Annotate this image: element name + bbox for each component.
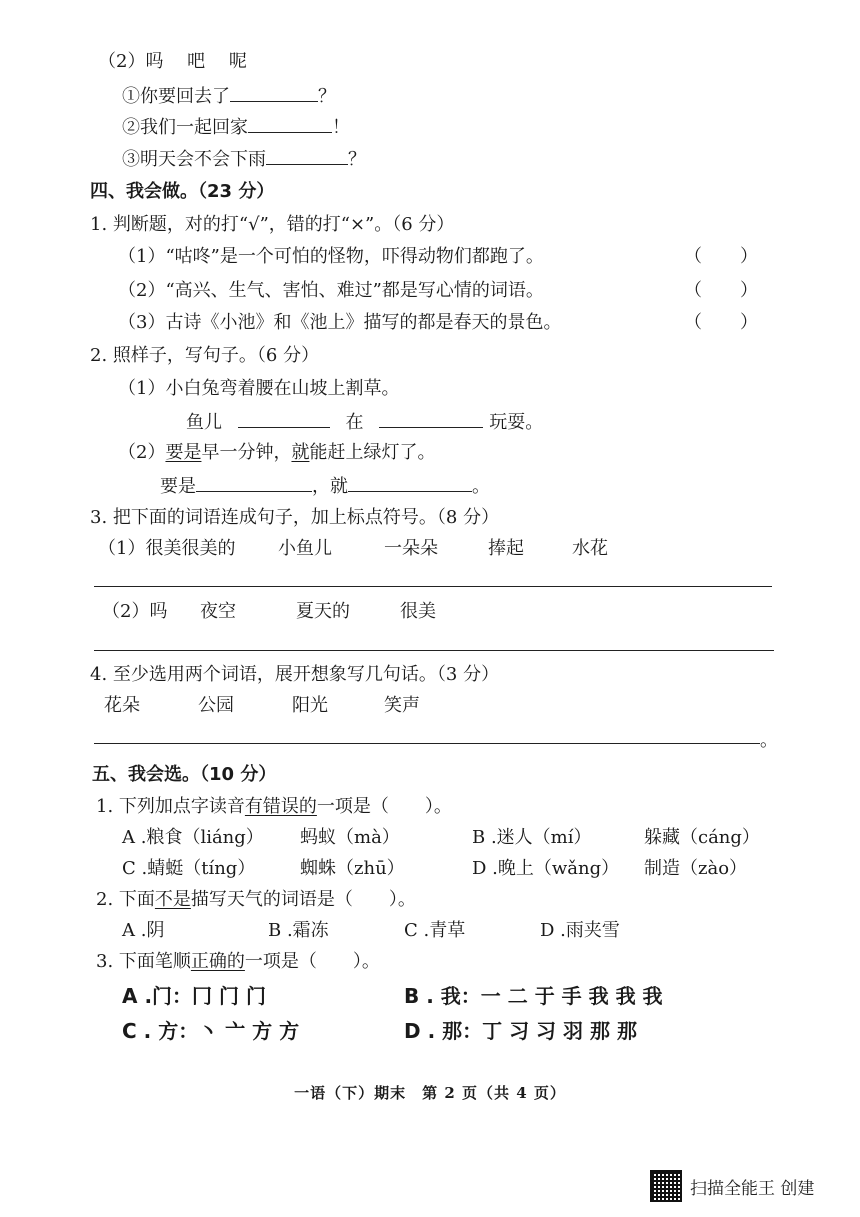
word: 公园 [198, 695, 234, 716]
sec5-q2-opts [122, 919, 620, 943]
sec4-q3-row1 [98, 537, 608, 561]
option-a[interactable]: A .粮食（liáng） [122, 827, 264, 848]
fill2-a: 要是 [160, 476, 196, 497]
sec5-q3-option-b[interactable]: B . 我：一 二 于 手 我 我 我 [404, 984, 663, 1008]
fill1-a: 鱼儿 [186, 412, 222, 433]
ex2-underlined-2: 就 [291, 442, 310, 463]
stem-b: 一项是（ ）。 [316, 796, 452, 817]
stem-b: 一项是（ ）。 [244, 951, 380, 972]
sec5-q3-option-d[interactable]: D . 那：丁 习 习 羽 那 那 [404, 1019, 637, 1043]
sec4-q2-stem: 2. 照样子，写句子。（6 分） [90, 345, 320, 366]
fill1-c: 玩耍。 [489, 412, 544, 433]
option-c[interactable]: C .蜻蜓（tíng） [122, 858, 256, 879]
stem-underlined: 不是 [154, 889, 191, 910]
stem-underlined: 有错误的 [244, 796, 317, 817]
scanner-watermark [650, 1170, 814, 1202]
option-a[interactable]: A .阴 [122, 920, 165, 941]
stem-b: 描写天气的词语是（ ）。 [190, 889, 416, 910]
sec4-q1-item3: （3）古诗《小池》和《池上》描写的都是春天的景色。 [118, 312, 562, 333]
word: （1）很美很美的 [98, 538, 236, 559]
sec4-q2-ex1: （1）小白兔弯着腰在山坡上割草。 [118, 378, 400, 399]
sec4-title: 四、我会做。（23 分） [90, 181, 275, 202]
word: （2）吗 [102, 601, 168, 622]
answer-paren[interactable] [684, 245, 702, 269]
sec4-q3-row2 [102, 600, 436, 624]
sec4-q4-words [104, 694, 420, 718]
answer-paren[interactable] [684, 279, 702, 303]
word: 捧起 [488, 538, 524, 559]
option-d[interactable]: D .雨夹雪 [540, 920, 620, 941]
answer-paren-close [740, 311, 758, 335]
s1-text: ①你要回去了 [122, 86, 230, 107]
paren-left: （ [684, 246, 702, 267]
brand-label: 扫描全能王 创建 [690, 1178, 815, 1199]
option-d[interactable]: D .晚上（wǎng） [472, 858, 620, 879]
sec5-q1-opts-row2 [122, 857, 747, 881]
q4-end-period: 。 [760, 730, 778, 751]
answer-line[interactable] [94, 743, 760, 744]
sec4-q2-ex2 [118, 441, 435, 465]
answer-paren[interactable] [684, 311, 702, 335]
sec4-q4-stem: 4. 至少选用两个词语，展开想象写几句话。（3 分） [90, 664, 500, 685]
paren-right: ） [740, 312, 758, 333]
option-c2: 蜘蛛（zhū） [300, 858, 405, 879]
s2-end: ！ [332, 117, 350, 138]
sec5-q3-option-a[interactable]: A .门：冂 门 门 [122, 984, 266, 1008]
fill2-c: 。 [472, 476, 490, 497]
q3b-s3 [122, 146, 366, 172]
paren-left: （ [684, 280, 702, 301]
blank[interactable] [238, 409, 330, 428]
sec4-q2-fill1 [186, 409, 543, 435]
paren-right: ） [740, 246, 758, 267]
q3b-s1 [122, 83, 336, 109]
s3-text: ③明天会不会下雨 [122, 149, 266, 170]
s2-text: ②我们一起回家 [122, 117, 248, 138]
blank[interactable] [348, 473, 472, 492]
ex2-b: 早一分钟， [201, 442, 292, 463]
q3b-s2 [122, 114, 350, 140]
sec5-q3-stem [96, 950, 380, 974]
s3-end: ？ [348, 149, 366, 170]
stem-a: 2. 下面 [96, 889, 155, 910]
sec5-q3-option-c[interactable]: C . 方：丶 亠 方 方 [122, 1019, 300, 1043]
blank[interactable] [248, 114, 332, 133]
blank[interactable] [196, 473, 312, 492]
sec5-q2-stem [96, 888, 416, 912]
option-b[interactable]: B .霜冻 [268, 920, 329, 941]
option-a2: 蚂蚁（mà） [300, 827, 400, 848]
stem-underlined: 正确的 [190, 951, 245, 972]
sec4-q3-stem: 3. 把下面的词语连成句子，加上标点符号。（8 分） [90, 507, 500, 528]
sec5-title: 五、我会选。（10 分） [92, 764, 277, 785]
ex2-a: （2） [118, 442, 166, 463]
word: 夏天的 [296, 601, 350, 622]
word: 夜空 [200, 601, 236, 622]
s1-end: ？ [318, 86, 336, 107]
sec4-q1-item1: （1）“咕咚”是一个可怕的怪物，吓得动物们都跑了。 [118, 246, 544, 267]
q3b-head: （2）吗 吧 呢 [98, 51, 247, 72]
answer-paren-close [740, 279, 758, 303]
sec4-q1-stem: 1. 判断题，对的打“√”，错的打“×”。（6 分） [90, 214, 455, 235]
paren-left: （ [684, 312, 702, 333]
word: 阳光 [292, 695, 328, 716]
page-footer: 一语（下）期末 第 2 页（共 4 页） [294, 1084, 566, 1102]
sec5-q1-opts-row1 [122, 826, 760, 850]
word: 很美 [400, 601, 436, 622]
word: 笑声 [384, 695, 420, 716]
sec4-q1-item2: （2）“高兴、生气、害怕、难过”都是写心情的词语。 [118, 280, 544, 301]
qr-code-icon [650, 1170, 682, 1202]
blank[interactable] [379, 409, 483, 428]
option-b2: 躲藏（cáng） [644, 827, 760, 848]
answer-line[interactable] [94, 586, 772, 587]
ex2-c: 能赶上绿灯了。 [309, 442, 436, 463]
option-b[interactable]: B .迷人（mí） [472, 827, 592, 848]
word: 水花 [572, 538, 608, 559]
fill1-b: 在 [345, 412, 364, 433]
stem-a: 3. 下面笔顺 [96, 951, 191, 972]
blank[interactable] [230, 83, 318, 102]
word: 一朵朵 [384, 538, 438, 559]
fill2-b: ，就 [312, 476, 348, 497]
sec5-q1-stem [96, 795, 452, 819]
sec4-q2-fill2 [160, 473, 490, 499]
word: 花朵 [104, 695, 140, 716]
ex2-underlined-1: 要是 [165, 442, 202, 463]
word: 小鱼儿 [278, 538, 332, 559]
option-c[interactable]: C .青草 [404, 920, 466, 941]
option-d2: 制造（zào） [644, 858, 748, 879]
blank[interactable] [266, 146, 348, 165]
stem-a: 1. 下列加点字读音 [96, 796, 245, 817]
answer-paren-close [740, 245, 758, 269]
paren-right: ） [740, 280, 758, 301]
answer-line[interactable] [94, 650, 774, 651]
